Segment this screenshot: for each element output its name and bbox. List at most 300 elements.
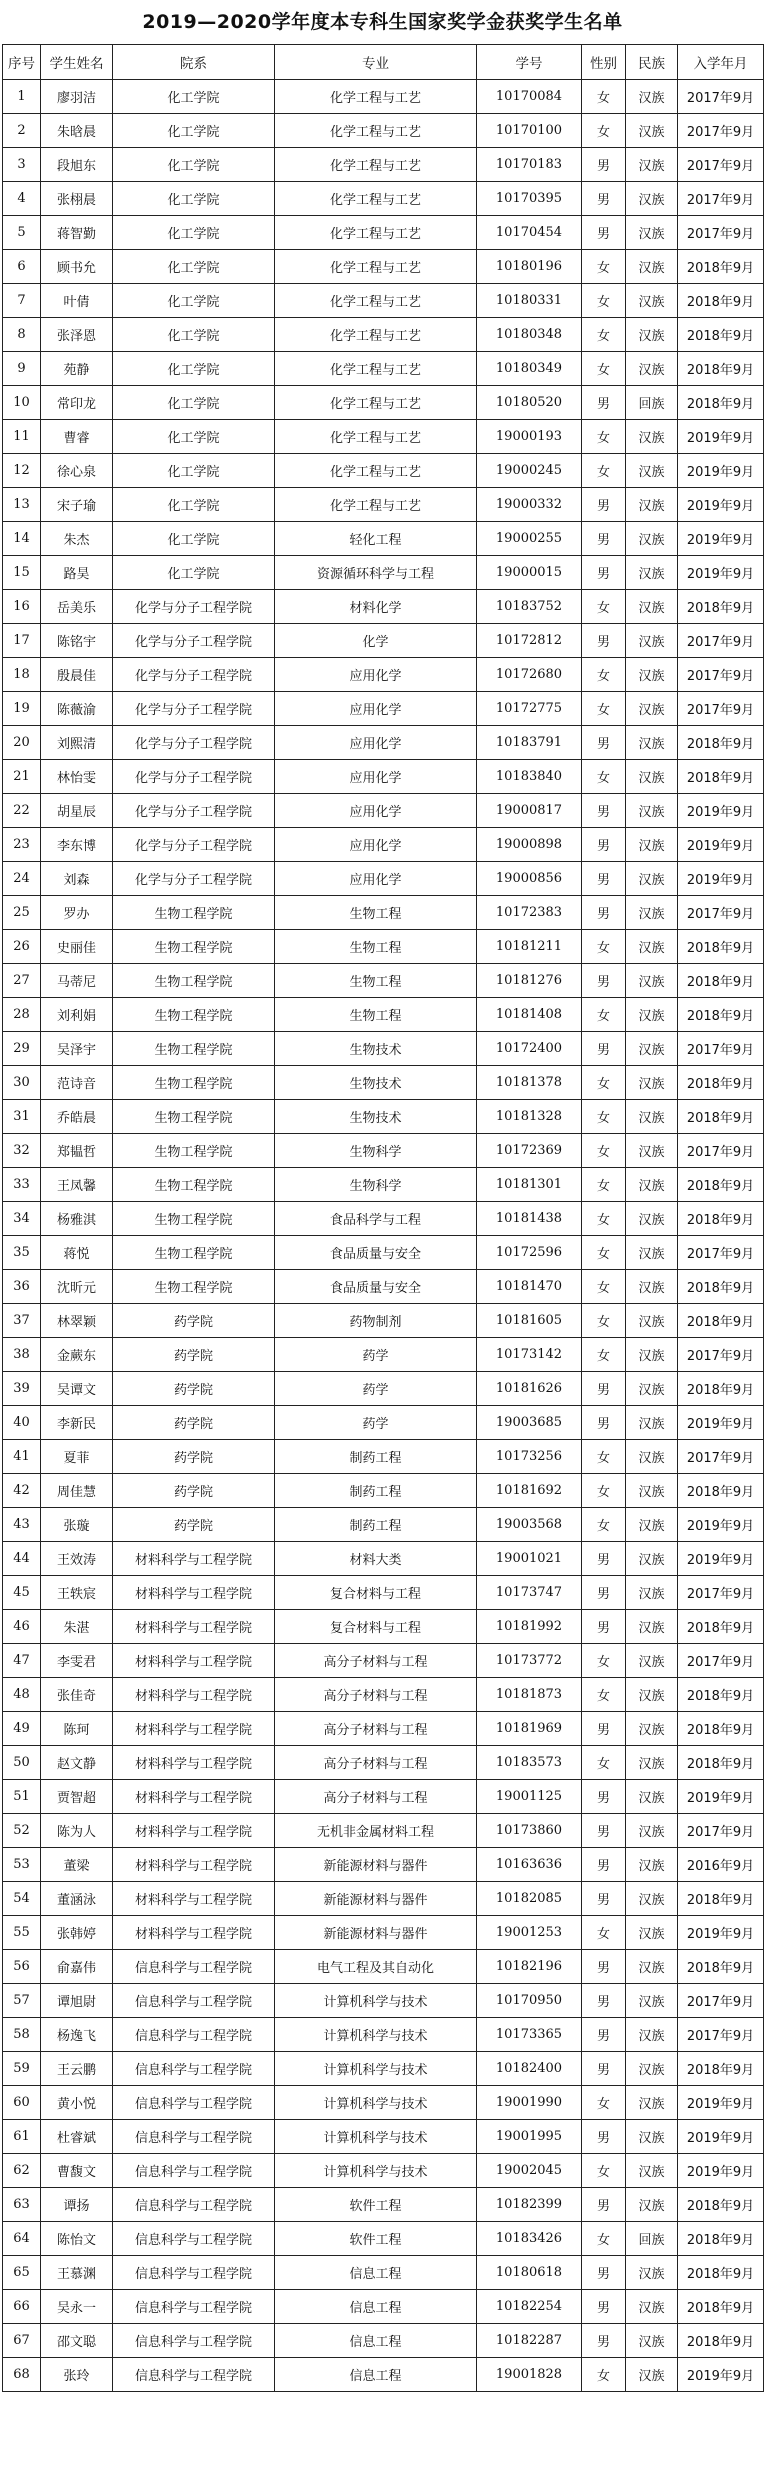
cell-gender: 男 xyxy=(582,182,626,216)
cell-student-id: 10181328 xyxy=(477,1100,582,1134)
cell-department: 信息科学与工程学院 xyxy=(113,2188,275,2222)
cell-ethnicity: 汉族 xyxy=(626,488,678,522)
cell-name: 沈昕元 xyxy=(41,1270,113,1304)
cell-enrollment: 2017年9月 xyxy=(678,1814,764,1848)
cell-ethnicity: 汉族 xyxy=(626,1508,678,1542)
table-row xyxy=(3,692,764,726)
cell-enrollment: 2017年9月 xyxy=(678,1644,764,1678)
cell-no: 13 xyxy=(3,488,41,522)
cell-department: 化工学院 xyxy=(113,522,275,556)
cell-no: 52 xyxy=(3,1814,41,1848)
cell-department: 化工学院 xyxy=(113,80,275,114)
cell-no: 5 xyxy=(3,216,41,250)
cell-student-id: 10170950 xyxy=(477,1984,582,2018)
cell-department: 信息科学与工程学院 xyxy=(113,2290,275,2324)
cell-student-id: 19001995 xyxy=(477,2120,582,2154)
cell-ethnicity: 汉族 xyxy=(626,1100,678,1134)
cell-student-id: 19000255 xyxy=(477,522,582,556)
cell-student-id: 10172596 xyxy=(477,1236,582,1270)
cell-department: 信息科学与工程学院 xyxy=(113,2256,275,2290)
cell-enrollment: 2018年9月 xyxy=(678,2256,764,2290)
cell-no: 27 xyxy=(3,964,41,998)
cell-ethnicity: 汉族 xyxy=(626,2086,678,2120)
table-row xyxy=(3,352,764,386)
cell-no: 63 xyxy=(3,2188,41,2222)
cell-no: 6 xyxy=(3,250,41,284)
cell-ethnicity: 汉族 xyxy=(626,692,678,726)
table-row xyxy=(3,420,764,454)
cell-gender: 男 xyxy=(582,896,626,930)
cell-ethnicity: 汉族 xyxy=(626,2018,678,2052)
cell-enrollment: 2018年9月 xyxy=(678,590,764,624)
cell-major: 化学工程与工艺 xyxy=(275,80,477,114)
cell-department: 生物工程学院 xyxy=(113,1134,275,1168)
cell-no: 7 xyxy=(3,284,41,318)
cell-name: 贾智超 xyxy=(41,1780,113,1814)
table-row xyxy=(3,2086,764,2120)
cell-enrollment: 2018年9月 xyxy=(678,386,764,420)
cell-department: 材料科学与工程学院 xyxy=(113,1610,275,1644)
cell-no: 40 xyxy=(3,1406,41,1440)
cell-student-id: 10182287 xyxy=(477,2324,582,2358)
table-row xyxy=(3,1372,764,1406)
cell-major: 生物科学 xyxy=(275,1168,477,1202)
cell-gender: 女 xyxy=(582,114,626,148)
cell-no: 23 xyxy=(3,828,41,862)
cell-department: 药学院 xyxy=(113,1304,275,1338)
cell-no: 37 xyxy=(3,1304,41,1338)
cell-gender: 女 xyxy=(582,284,626,318)
cell-name: 苑静 xyxy=(41,352,113,386)
cell-gender: 男 xyxy=(582,488,626,522)
cell-enrollment: 2019年9月 xyxy=(678,1780,764,1814)
cell-ethnicity: 回族 xyxy=(626,386,678,420)
cell-major: 材料大类 xyxy=(275,1542,477,1576)
cell-department: 药学院 xyxy=(113,1406,275,1440)
cell-department: 化工学院 xyxy=(113,182,275,216)
cell-ethnicity: 汉族 xyxy=(626,1848,678,1882)
cell-student-id: 10182400 xyxy=(477,2052,582,2086)
cell-ethnicity: 汉族 xyxy=(626,352,678,386)
cell-name: 张佳奇 xyxy=(41,1678,113,1712)
cell-ethnicity: 汉族 xyxy=(626,2188,678,2222)
cell-student-id: 19000817 xyxy=(477,794,582,828)
cell-name: 胡星辰 xyxy=(41,794,113,828)
cell-name: 刘熙清 xyxy=(41,726,113,760)
cell-ethnicity: 汉族 xyxy=(626,1814,678,1848)
cell-major: 药学 xyxy=(275,1372,477,1406)
cell-gender: 女 xyxy=(582,1746,626,1780)
cell-no: 20 xyxy=(3,726,41,760)
cell-major: 制药工程 xyxy=(275,1440,477,1474)
cell-no: 11 xyxy=(3,420,41,454)
cell-gender: 女 xyxy=(582,930,626,964)
cell-name: 李东博 xyxy=(41,828,113,862)
cell-major: 药学 xyxy=(275,1406,477,1440)
cell-no: 44 xyxy=(3,1542,41,1576)
cell-major: 应用化学 xyxy=(275,794,477,828)
table-row xyxy=(3,624,764,658)
cell-ethnicity: 汉族 xyxy=(626,1474,678,1508)
cell-gender: 女 xyxy=(582,352,626,386)
cell-name: 路昊 xyxy=(41,556,113,590)
cell-student-id: 10170084 xyxy=(477,80,582,114)
table-row xyxy=(3,1882,764,1916)
cell-no: 50 xyxy=(3,1746,41,1780)
cell-major: 生物科学 xyxy=(275,1134,477,1168)
cell-department: 化工学院 xyxy=(113,386,275,420)
cell-department: 材料科学与工程学院 xyxy=(113,1780,275,1814)
cell-enrollment: 2019年9月 xyxy=(678,794,764,828)
cell-department: 化工学院 xyxy=(113,114,275,148)
cell-major: 化学工程与工艺 xyxy=(275,216,477,250)
cell-no: 49 xyxy=(3,1712,41,1746)
cell-name: 陈珂 xyxy=(41,1712,113,1746)
cell-department: 材料科学与工程学院 xyxy=(113,1814,275,1848)
cell-enrollment: 2017年9月 xyxy=(678,1032,764,1066)
table-row xyxy=(3,760,764,794)
cell-no: 47 xyxy=(3,1644,41,1678)
cell-name: 赵文静 xyxy=(41,1746,113,1780)
cell-enrollment: 2019年9月 xyxy=(678,522,764,556)
cell-ethnicity: 汉族 xyxy=(626,590,678,624)
cell-enrollment: 2018年9月 xyxy=(678,2324,764,2358)
cell-no: 57 xyxy=(3,1984,41,2018)
cell-name: 夏菲 xyxy=(41,1440,113,1474)
header-no: 序号 xyxy=(3,45,41,80)
cell-department: 生物工程学院 xyxy=(113,964,275,998)
cell-gender: 男 xyxy=(582,794,626,828)
cell-ethnicity: 汉族 xyxy=(626,1406,678,1440)
cell-enrollment: 2019年9月 xyxy=(678,1542,764,1576)
cell-gender: 女 xyxy=(582,692,626,726)
cell-no: 22 xyxy=(3,794,41,828)
cell-gender: 女 xyxy=(582,1338,626,1372)
cell-ethnicity: 汉族 xyxy=(626,1236,678,1270)
cell-gender: 男 xyxy=(582,386,626,420)
cell-student-id: 10172680 xyxy=(477,658,582,692)
cell-student-id: 19001125 xyxy=(477,1780,582,1814)
cell-student-id: 19001253 xyxy=(477,1916,582,1950)
cell-name: 陈铭宇 xyxy=(41,624,113,658)
cell-no: 15 xyxy=(3,556,41,590)
cell-no: 59 xyxy=(3,2052,41,2086)
cell-gender: 男 xyxy=(582,1372,626,1406)
cell-enrollment: 2017年9月 xyxy=(678,182,764,216)
cell-no: 12 xyxy=(3,454,41,488)
cell-department: 化学与分子工程学院 xyxy=(113,862,275,896)
cell-department: 化工学院 xyxy=(113,216,275,250)
cell-gender: 男 xyxy=(582,1542,626,1576)
cell-enrollment: 2018年9月 xyxy=(678,1202,764,1236)
cell-student-id: 10180196 xyxy=(477,250,582,284)
cell-student-id: 10180520 xyxy=(477,386,582,420)
cell-gender: 男 xyxy=(582,522,626,556)
cell-major: 生物工程 xyxy=(275,896,477,930)
cell-name: 岳美乐 xyxy=(41,590,113,624)
cell-ethnicity: 汉族 xyxy=(626,148,678,182)
cell-ethnicity: 汉族 xyxy=(626,1542,678,1576)
cell-ethnicity: 汉族 xyxy=(626,250,678,284)
cell-enrollment: 2018年9月 xyxy=(678,998,764,1032)
cell-enrollment: 2017年9月 xyxy=(678,1576,764,1610)
cell-ethnicity: 汉族 xyxy=(626,1712,678,1746)
table-row xyxy=(3,794,764,828)
table-row xyxy=(3,998,764,1032)
cell-major: 生物工程 xyxy=(275,998,477,1032)
cell-department: 化工学院 xyxy=(113,318,275,352)
cell-major: 电气工程及其自动化 xyxy=(275,1950,477,1984)
cell-major: 生物技术 xyxy=(275,1066,477,1100)
cell-name: 王云鹏 xyxy=(41,2052,113,2086)
cell-no: 29 xyxy=(3,1032,41,1066)
cell-enrollment: 2018年9月 xyxy=(678,1474,764,1508)
cell-department: 信息科学与工程学院 xyxy=(113,1984,275,2018)
cell-gender: 女 xyxy=(582,2358,626,2392)
table-row xyxy=(3,1984,764,2018)
cell-ethnicity: 汉族 xyxy=(626,1644,678,1678)
cell-gender: 男 xyxy=(582,148,626,182)
cell-name: 史丽佳 xyxy=(41,930,113,964)
cell-department: 化学与分子工程学院 xyxy=(113,794,275,828)
cell-ethnicity: 汉族 xyxy=(626,1950,678,1984)
table-row xyxy=(3,1134,764,1168)
cell-enrollment: 2018年9月 xyxy=(678,250,764,284)
cell-name: 林怡雯 xyxy=(41,760,113,794)
cell-ethnicity: 汉族 xyxy=(626,114,678,148)
table-row xyxy=(3,726,764,760)
table-row xyxy=(3,2324,764,2358)
cell-no: 21 xyxy=(3,760,41,794)
cell-name: 王凤馨 xyxy=(41,1168,113,1202)
cell-ethnicity: 汉族 xyxy=(626,964,678,998)
cell-enrollment: 2018年9月 xyxy=(678,1746,764,1780)
cell-major: 化学工程与工艺 xyxy=(275,284,477,318)
table-row xyxy=(3,1610,764,1644)
cell-enrollment: 2017年9月 xyxy=(678,1440,764,1474)
cell-name: 廖羽洁 xyxy=(41,80,113,114)
table-row xyxy=(3,1100,764,1134)
cell-student-id: 10172400 xyxy=(477,1032,582,1066)
header-major: 专业 xyxy=(275,45,477,80)
cell-no: 67 xyxy=(3,2324,41,2358)
table-row xyxy=(3,590,764,624)
cell-student-id: 10172812 xyxy=(477,624,582,658)
table-row xyxy=(3,148,764,182)
cell-major: 生物工程 xyxy=(275,930,477,964)
cell-student-id: 19003568 xyxy=(477,1508,582,1542)
cell-major: 化学工程与工艺 xyxy=(275,352,477,386)
cell-name: 邵文聪 xyxy=(41,2324,113,2358)
cell-enrollment: 2018年9月 xyxy=(678,1610,764,1644)
cell-enrollment: 2017年9月 xyxy=(678,114,764,148)
cell-ethnicity: 汉族 xyxy=(626,1032,678,1066)
cell-major: 应用化学 xyxy=(275,658,477,692)
cell-no: 3 xyxy=(3,148,41,182)
cell-student-id: 19001828 xyxy=(477,2358,582,2392)
cell-ethnicity: 汉族 xyxy=(626,2256,678,2290)
cell-ethnicity: 汉族 xyxy=(626,2324,678,2358)
cell-major: 应用化学 xyxy=(275,828,477,862)
cell-student-id: 10172369 xyxy=(477,1134,582,1168)
cell-student-id: 10172383 xyxy=(477,896,582,930)
cell-name: 张韩婷 xyxy=(41,1916,113,1950)
table-row xyxy=(3,1678,764,1712)
table-row xyxy=(3,1814,764,1848)
table-row xyxy=(3,284,764,318)
cell-enrollment: 2019年9月 xyxy=(678,454,764,488)
cell-gender: 男 xyxy=(582,2018,626,2052)
cell-department: 材料科学与工程学院 xyxy=(113,1848,275,1882)
cell-major: 新能源材料与器件 xyxy=(275,1848,477,1882)
cell-enrollment: 2018年9月 xyxy=(678,352,764,386)
cell-ethnicity: 汉族 xyxy=(626,318,678,352)
cell-name: 吴永一 xyxy=(41,2290,113,2324)
cell-major: 高分子材料与工程 xyxy=(275,1644,477,1678)
cell-department: 化工学院 xyxy=(113,284,275,318)
cell-ethnicity: 汉族 xyxy=(626,1372,678,1406)
cell-no: 55 xyxy=(3,1916,41,1950)
cell-gender: 女 xyxy=(582,318,626,352)
cell-gender: 女 xyxy=(582,1270,626,1304)
cell-name: 王慕渊 xyxy=(41,2256,113,2290)
cell-gender: 女 xyxy=(582,658,626,692)
cell-department: 信息科学与工程学院 xyxy=(113,2052,275,2086)
cell-enrollment: 2017年9月 xyxy=(678,1134,764,1168)
cell-department: 生物工程学院 xyxy=(113,1270,275,1304)
cell-major: 化学 xyxy=(275,624,477,658)
cell-department: 信息科学与工程学院 xyxy=(113,2324,275,2358)
cell-gender: 男 xyxy=(582,1406,626,1440)
cell-name: 谭扬 xyxy=(41,2188,113,2222)
cell-department: 材料科学与工程学院 xyxy=(113,1644,275,1678)
cell-no: 56 xyxy=(3,1950,41,1984)
table-row xyxy=(3,182,764,216)
cell-major: 信息工程 xyxy=(275,2324,477,2358)
cell-no: 8 xyxy=(3,318,41,352)
header-student-id: 学号 xyxy=(477,45,582,80)
table-row xyxy=(3,1746,764,1780)
cell-student-id: 10183752 xyxy=(477,590,582,624)
cell-student-id: 19002045 xyxy=(477,2154,582,2188)
cell-major: 应用化学 xyxy=(275,862,477,896)
cell-department: 生物工程学院 xyxy=(113,1202,275,1236)
cell-name: 杜睿斌 xyxy=(41,2120,113,2154)
cell-student-id: 10181211 xyxy=(477,930,582,964)
header-ethnicity: 民族 xyxy=(626,45,678,80)
cell-department: 信息科学与工程学院 xyxy=(113,2154,275,2188)
cell-name: 徐心泉 xyxy=(41,454,113,488)
cell-student-id: 10182399 xyxy=(477,2188,582,2222)
cell-ethnicity: 汉族 xyxy=(626,1066,678,1100)
cell-enrollment: 2018年9月 xyxy=(678,1712,764,1746)
table-row xyxy=(3,1304,764,1338)
cell-student-id: 10173747 xyxy=(477,1576,582,1610)
cell-major: 信息工程 xyxy=(275,2358,477,2392)
table-row xyxy=(3,1202,764,1236)
table-row xyxy=(3,216,764,250)
cell-department: 化学与分子工程学院 xyxy=(113,760,275,794)
cell-no: 46 xyxy=(3,1610,41,1644)
cell-ethnicity: 汉族 xyxy=(626,2120,678,2154)
cell-student-id: 10182254 xyxy=(477,2290,582,2324)
cell-student-id: 10173365 xyxy=(477,2018,582,2052)
cell-no: 10 xyxy=(3,386,41,420)
cell-ethnicity: 汉族 xyxy=(626,1202,678,1236)
cell-department: 化学与分子工程学院 xyxy=(113,658,275,692)
cell-enrollment: 2018年9月 xyxy=(678,2290,764,2324)
cell-ethnicity: 汉族 xyxy=(626,658,678,692)
cell-student-id: 19000245 xyxy=(477,454,582,488)
cell-gender: 男 xyxy=(582,1576,626,1610)
cell-enrollment: 2018年9月 xyxy=(678,2188,764,2222)
cell-student-id: 10181692 xyxy=(477,1474,582,1508)
cell-major: 食品质量与安全 xyxy=(275,1270,477,1304)
cell-student-id: 10170100 xyxy=(477,114,582,148)
cell-student-id: 10181438 xyxy=(477,1202,582,1236)
cell-major: 高分子材料与工程 xyxy=(275,1746,477,1780)
cell-department: 材料科学与工程学院 xyxy=(113,1746,275,1780)
header-row xyxy=(3,45,764,80)
cell-no: 24 xyxy=(3,862,41,896)
cell-department: 信息科学与工程学院 xyxy=(113,2120,275,2154)
cell-ethnicity: 汉族 xyxy=(626,216,678,250)
cell-department: 化学与分子工程学院 xyxy=(113,624,275,658)
cell-enrollment: 2017年9月 xyxy=(678,80,764,114)
cell-gender: 男 xyxy=(582,1814,626,1848)
cell-department: 信息科学与工程学院 xyxy=(113,2086,275,2120)
cell-major: 化学工程与工艺 xyxy=(275,386,477,420)
cell-no: 30 xyxy=(3,1066,41,1100)
cell-major: 计算机科学与技术 xyxy=(275,2154,477,2188)
cell-name: 李雯君 xyxy=(41,1644,113,1678)
cell-department: 化工学院 xyxy=(113,352,275,386)
table-row xyxy=(3,862,764,896)
cell-student-id: 10170395 xyxy=(477,182,582,216)
cell-major: 轻化工程 xyxy=(275,522,477,556)
cell-no: 39 xyxy=(3,1372,41,1406)
cell-major: 高分子材料与工程 xyxy=(275,1712,477,1746)
cell-major: 计算机科学与技术 xyxy=(275,2086,477,2120)
cell-ethnicity: 汉族 xyxy=(626,1134,678,1168)
cell-student-id: 10180349 xyxy=(477,352,582,386)
cell-ethnicity: 汉族 xyxy=(626,284,678,318)
cell-ethnicity: 汉族 xyxy=(626,454,678,488)
cell-gender: 女 xyxy=(582,998,626,1032)
cell-name: 张栩晨 xyxy=(41,182,113,216)
cell-enrollment: 2019年9月 xyxy=(678,2154,764,2188)
cell-name: 杨逸飞 xyxy=(41,2018,113,2052)
cell-student-id: 10173256 xyxy=(477,1440,582,1474)
cell-major: 复合材料与工程 xyxy=(275,1576,477,1610)
cell-gender: 女 xyxy=(582,1066,626,1100)
cell-department: 材料科学与工程学院 xyxy=(113,1712,275,1746)
cell-enrollment: 2017年9月 xyxy=(678,896,764,930)
cell-gender: 男 xyxy=(582,2290,626,2324)
cell-no: 64 xyxy=(3,2222,41,2256)
cell-department: 药学院 xyxy=(113,1508,275,1542)
cell-ethnicity: 汉族 xyxy=(626,1576,678,1610)
table-row xyxy=(3,114,764,148)
cell-student-id: 19001990 xyxy=(477,2086,582,2120)
cell-department: 化学与分子工程学院 xyxy=(113,692,275,726)
cell-enrollment: 2018年9月 xyxy=(678,1950,764,1984)
cell-no: 43 xyxy=(3,1508,41,1542)
table-row xyxy=(3,1848,764,1882)
cell-gender: 男 xyxy=(582,1032,626,1066)
cell-name: 蒋智勤 xyxy=(41,216,113,250)
cell-major: 食品科学与工程 xyxy=(275,1202,477,1236)
